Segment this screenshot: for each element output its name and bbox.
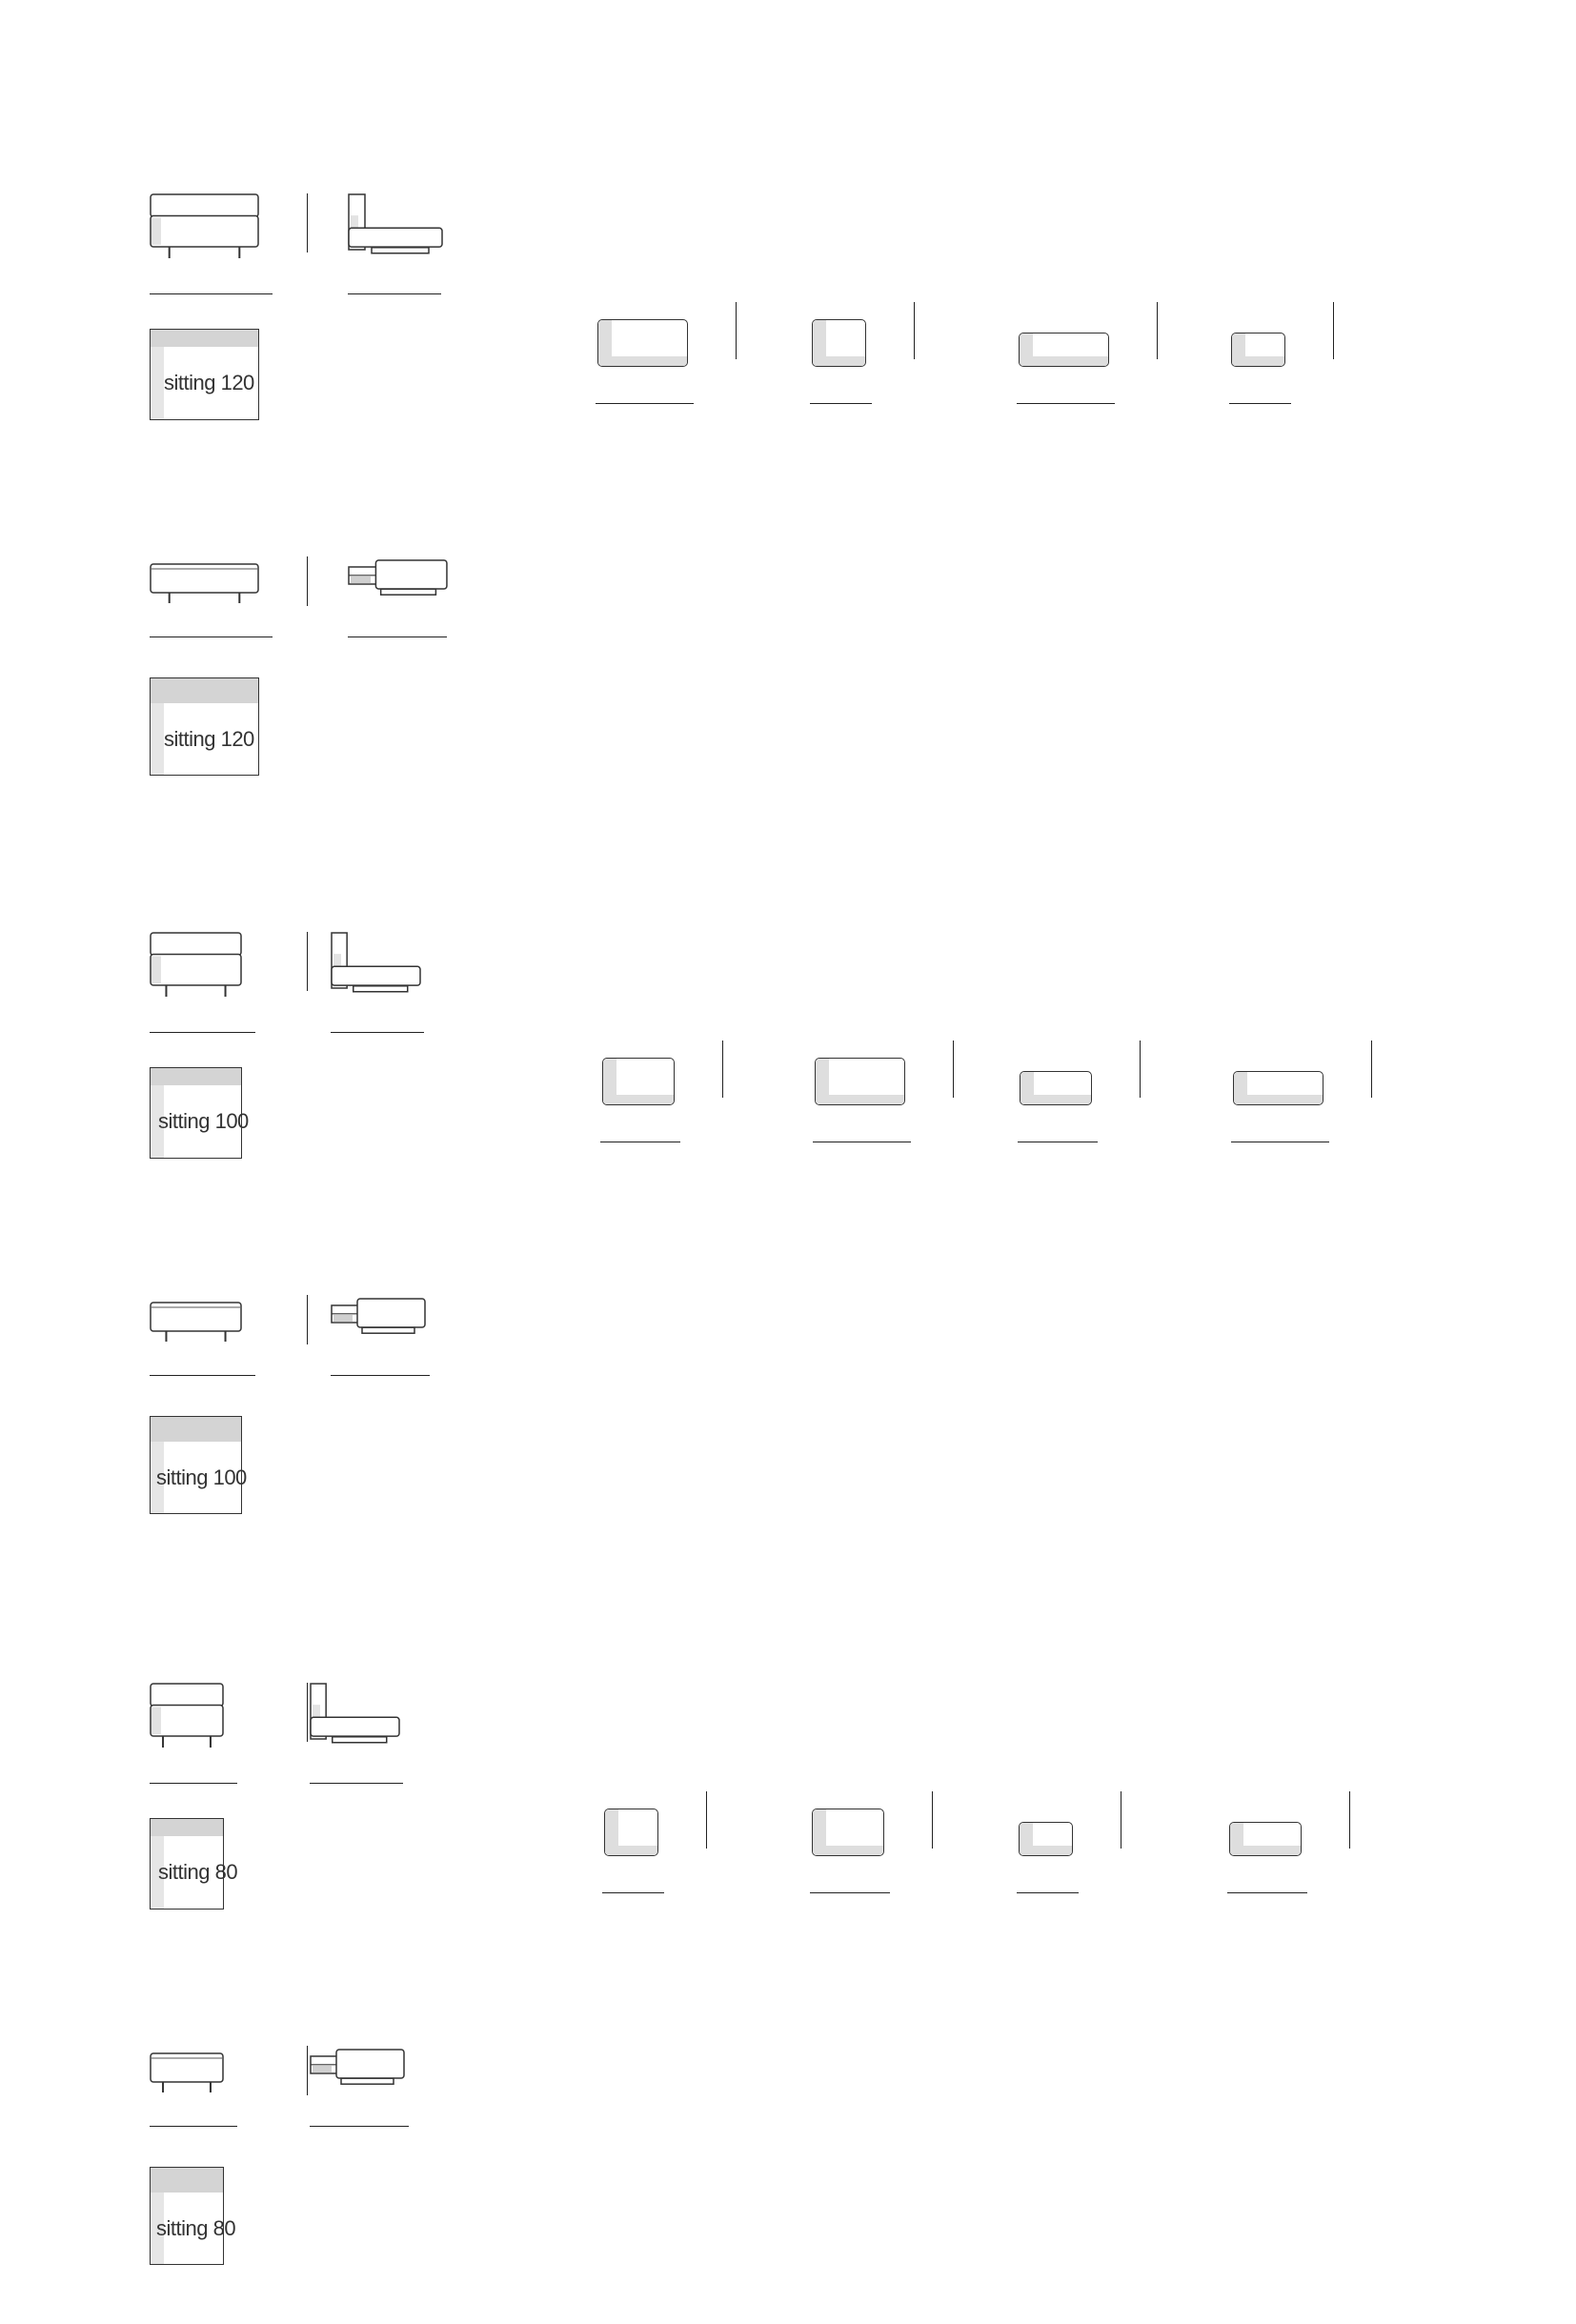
plan-backrest-band [151,1068,241,1085]
cushion-width-in [1229,403,1291,404]
back-cushion-drawing [602,1058,675,1105]
height-dim-line [307,932,308,991]
backrest-outline [151,194,258,217]
plan-sitting-label: sitting 80 [156,2215,236,2240]
width-dim-in [150,2126,237,2127]
seat-side [357,1299,425,1327]
drawer-shade [313,2066,332,2072]
backrest-outline [151,1684,223,1707]
base-side [372,248,429,253]
plan-backrest-band [151,678,258,703]
cushion-width-in [1227,1892,1307,1893]
depth-dim-in [331,1032,424,1033]
height-dim-line [932,1791,933,1849]
plan-backrest-band [151,1819,223,1836]
plan-sitting-label: sitting 120 [164,371,254,394]
seat-side [349,228,442,247]
back-cushion-drawing [597,319,688,367]
seat-outline [151,955,241,985]
central-front-drawing [150,932,242,999]
plan-view [150,1067,249,1159]
drawer-front-drawing [150,2052,224,2094]
cushion-shade-bottom [605,1846,657,1855]
central-front-drawing [150,1683,224,1749]
height-dim-line [722,1041,723,1098]
depth-dim-in [348,293,441,294]
depth-dim-in [331,1375,430,1376]
height-dim-line [706,1791,707,1849]
central-side-drawing [331,932,421,1002]
height-dim-line [1333,302,1334,359]
cushion-width-in [596,403,694,404]
height-dim-line [1140,1041,1141,1098]
height-dim-line [1157,302,1158,359]
cushion-shade-bottom [1230,1846,1301,1855]
seat-shade [152,957,161,983]
back-cushion-drawing [815,1058,905,1105]
cushion-shade-bottom [1232,356,1284,366]
plan-armrest-shade [151,347,164,419]
depth-dim-in [310,2126,409,2127]
drawer-shade [333,1315,353,1322]
height-dim-line [307,1295,308,1344]
back-cushion-drawing [1020,1071,1092,1105]
drawer-front-drawing [150,1302,242,1344]
height-dim-line [953,1041,954,1098]
plan-view [150,2167,236,2265]
cushion-shade-bottom [816,1095,904,1104]
back-cushion-drawing [1229,1822,1302,1856]
plan-armrest-shade [151,703,164,775]
cushion-shade-bottom [1020,356,1108,366]
base-side [381,589,436,595]
cushion-width-in [810,403,872,404]
plan-sitting-label: sitting 80 [158,1860,238,1884]
height-dim-line [307,556,308,606]
depth-dim-in [310,1783,403,1784]
width-dim-in [150,1375,255,1376]
drawer-side-drawing [310,2049,405,2094]
base-side [354,986,408,992]
height-dim-line [307,2046,308,2095]
cushion-width-in [1017,403,1115,404]
central-front-drawing [150,193,259,260]
seat-side [311,1717,399,1736]
drawer-side-drawing [348,559,448,605]
seat-side [336,2050,404,2078]
cushion-shade-bottom [1234,1095,1323,1104]
cushion-shade-bottom [603,1095,674,1104]
cushion-width-in [602,1892,664,1893]
back-cushion-drawing [1019,1822,1073,1856]
cushion-shade-bottom [1020,1846,1072,1855]
back-cushion-drawing [812,1809,884,1856]
width-dim-in [150,1783,237,1784]
height-dim-line [1349,1791,1350,1849]
cushion-shade-bottom [813,1846,883,1855]
plan-backrest-band [151,1417,241,1442]
seat-shade [152,1708,161,1734]
width-dim-in [150,293,273,294]
back-cushion-drawing [604,1809,658,1856]
base-side [341,2078,394,2084]
seat-side [375,560,447,589]
back-cushion-drawing [812,319,866,367]
height-dim-line [307,193,308,253]
seat-shade [152,218,161,245]
height-dim-line [1371,1041,1372,1098]
plan-sitting-label: sitting 100 [156,1465,247,1489]
base-side [362,1327,414,1333]
cushion-shade-bottom [1020,1095,1091,1104]
seat-outline [151,216,258,247]
plan-sitting-label: sitting 120 [164,726,254,751]
seat-outline [151,1706,223,1736]
height-dim-line [307,1683,308,1742]
plan-sitting-label: sitting 100 [158,1109,249,1133]
cushion-shade-bottom [598,356,687,366]
backrest-outline [151,933,241,956]
drawer-front-drawing [150,563,259,605]
base-side [333,1737,387,1743]
back-cushion-drawing [1231,333,1285,367]
plan-backrest-band [151,330,258,347]
plan-backrest-band [151,2168,223,2193]
central-side-drawing [310,1683,400,1753]
back-cushion-drawing [1019,333,1109,367]
plan-view [150,1818,238,1910]
plan-view [150,1416,247,1514]
plan-view [150,329,259,420]
drawer-side-drawing [331,1298,426,1344]
height-dim-line [736,302,737,359]
height-dim-line [914,302,915,359]
central-side-drawing [348,193,443,264]
width-dim-in [150,1032,255,1033]
cushion-shade-bottom [813,356,865,366]
drawer-shade [351,576,371,583]
seat-side [332,966,420,985]
back-cushion-drawing [1233,1071,1323,1105]
cushion-width-in [810,1892,890,1893]
cushion-width-in [1017,1892,1079,1893]
plan-view [150,677,259,776]
